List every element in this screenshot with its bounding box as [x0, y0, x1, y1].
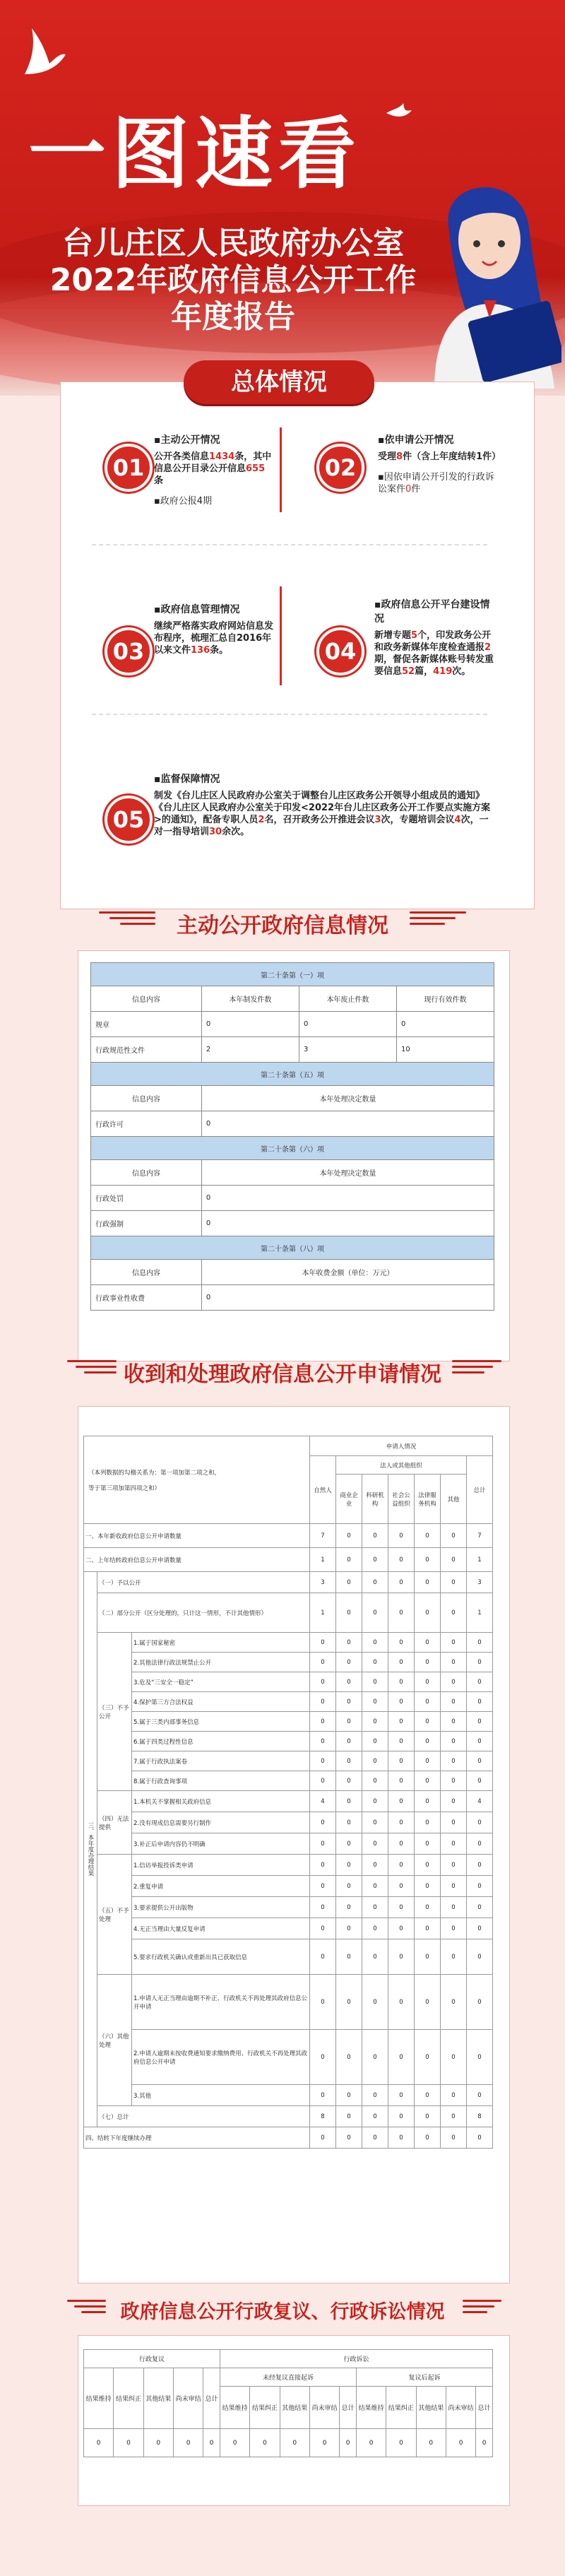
item-title: ▪政府信息公开平台建设情况	[374, 599, 490, 625]
table-row: 4.无正当理由大量反复申请 0 0 0 0 0 0 0	[84, 1918, 493, 1939]
table-row: 2.没有现成信息需要另行制作 0 0 0 0 0 0 0	[84, 1812, 493, 1833]
overview-item-platform	[374, 597, 498, 678]
item-title: ▪监督保障情况	[154, 774, 220, 785]
table-section-header: 第二十条第（六）项	[91, 1137, 494, 1160]
group-label: （五）不予处理	[97, 1855, 132, 1975]
item-number: 04	[316, 627, 364, 675]
section-title: 收到和处理政府信息公开申请情况	[124, 1362, 441, 1387]
col-header: 总计	[203, 2368, 220, 2429]
table-row: 2.重复申请 0 0 0 0 0 0 0	[84, 1876, 493, 1897]
col-header: 信息内容	[91, 986, 202, 1012]
col-header: 信息内容	[91, 1086, 202, 1111]
col-header: 社会公益组织	[388, 1475, 415, 1524]
table-row: 7.属于行政执法案卷 0 0 0 0 0 0 0	[84, 1751, 493, 1771]
table-row: 行政许可 0	[91, 1111, 494, 1137]
table-row: 一、本年新收政府信息公开申请数量 7 0 0 0 0 0 7	[84, 1524, 493, 1548]
item-title: ▪政府信息管理情况	[154, 604, 240, 615]
col-header: 申请人情况	[310, 1436, 493, 1456]
col-header: 商业企业	[336, 1475, 362, 1524]
report-subtitle: 年度报告	[171, 299, 295, 335]
table-row: 8.属于行政查询事项 0 0 0 0 0 0 0	[84, 1771, 493, 1791]
table-row: 0 0 0 0 0 0 0 0 0 0 0 0 0 0 0	[84, 2429, 493, 2457]
group-label: （六）其他处理	[97, 1975, 132, 2106]
col-header: 本年收费金额（单位：万元）	[201, 1260, 494, 1285]
group-label: 三、本年度办理结果	[84, 1572, 97, 2127]
table-row: 2.申请人逾期未按收费通知要求缴纳费用、行政机关不再处理其政府信息公开申请 0 0 0 0 0 0 0	[84, 2030, 493, 2085]
col-header: 自然人	[310, 1456, 336, 1524]
table-row: 2.其他法律行政法规禁止公开 0 0 0 0 0 0 0	[84, 1653, 493, 1672]
item-text: 继续严格落实政府网站信息发布程序，梳理汇总自2016年以来文件136条。	[154, 621, 274, 656]
col-header: 科研机构	[362, 1475, 388, 1524]
item-text: ▪因依申请公开引发的行政诉讼案件0件	[378, 472, 494, 495]
application-handling-table	[83, 1436, 493, 2149]
col-header: 未经复议直接起诉	[220, 2368, 356, 2387]
divider	[280, 427, 282, 512]
col-header: 本年废止件数	[299, 986, 396, 1012]
hero-banner	[0, 0, 565, 396]
col-header: 尚未审结	[173, 2368, 203, 2429]
divider	[92, 714, 487, 715]
col-header: 其他结果	[143, 2368, 173, 2429]
overview-item-apply	[378, 432, 501, 495]
table-row: 3.其他 0 0 0 0 0 0 0	[84, 2085, 493, 2106]
item-number: 03	[105, 627, 153, 675]
col-header: 本年制发件数	[201, 986, 299, 1012]
item-title: ▪依申请公开情况	[378, 435, 454, 446]
item-text: ▪政府公报4期	[154, 496, 213, 507]
col-header: 其他	[441, 1475, 467, 1524]
item-number: 02	[316, 444, 364, 492]
col-header: 总计	[467, 1456, 493, 1524]
col-header: 本年处理决定数量	[201, 1160, 494, 1186]
title-decoration	[463, 2300, 501, 2315]
col-header: 法律服务机构	[415, 1475, 441, 1524]
col-header: 信息内容	[91, 1160, 202, 1186]
main-title: 一图速看	[28, 109, 362, 199]
divider	[92, 544, 487, 545]
item-text: 受理8件（含上年度结转1件）	[378, 451, 501, 462]
table-row: 3.补正后申请内容仍不明确 0 0 0 0 0 0 0	[84, 1833, 493, 1855]
overview-item-supervision	[154, 772, 493, 838]
table-row: 3.要求提供公开出版物 0 0 0 0 0 0 0	[84, 1897, 493, 1918]
col-header: 复议后起诉	[356, 2368, 492, 2387]
section-title: 主动公开政府信息情况	[177, 914, 388, 938]
table-row: 3.危及“三安全一稳定” 0 0 0 0 0 0 0	[84, 1672, 493, 1692]
overview-pill: 总体情况	[184, 360, 374, 404]
table-row: 二、上年结转政府信息公开申请数量 1 0 0 0 0 0 1	[84, 1548, 493, 1572]
table-row: （二）部分公开（区分处理的，只计这一情形，不计其他情形） 1 0 0 0 0 0 1	[84, 1593, 493, 1633]
table-row: 四、结转下年度继续办理 0 0 0 0 0 0 0	[84, 2127, 493, 2149]
item-text: 制发《台儿庄区人民政府办公室关于调整台儿庄区政务公开领导小组成员的通知》《台儿庄区人民政府办公室关于印发<2022年台儿庄区政务公开工作要点实施方案>的通知》，配备专职人员2名，召开政务公开推进会议3次，专题培训会议4次，一对一指导培训30余次。	[154, 791, 491, 837]
group-label: （四）无法提供	[97, 1791, 132, 1855]
item-text: 公开各类信息1434条，其中信息公开目录公开信息655条	[154, 451, 272, 486]
table-row: 行政处罚 0	[91, 1186, 494, 1211]
table-row: （六）其他处理 1.申请人无正当理由逾期不补正、行政机关不再处理其政府信息公开申请 0 0 0 0 0 0 0	[84, 1975, 493, 2030]
table-row: 5.要求行政机关确认或重新出具已获取信息 0 0 0 0 0 0 0	[84, 1939, 493, 1975]
table-row: 三、本年度办理结果 （一）予以公开 3 0 0 0 0 0 3	[84, 1572, 493, 1593]
table-row: 行政强制 0	[91, 1211, 494, 1236]
report-subtitle: 2022年政府信息公开工作	[49, 262, 417, 298]
table-section-header: 第二十条第（五）项	[91, 1063, 494, 1086]
table-row: 5.属于三类内部事务信息 0 0 0 0 0 0 0	[84, 1712, 493, 1732]
table-section-header: 第二十条第（八）项	[91, 1236, 494, 1260]
item-number: 01	[105, 444, 153, 492]
col-header: 现行有效件数	[396, 986, 494, 1012]
table-row: （四）无法提供 1.本机关不掌握相关政府信息 4 0 0 0 0 0 4	[84, 1791, 493, 1812]
table-row: （五）不予处理 1.信访举报投诉类申请 0 0 0 0 0 0 0	[84, 1855, 493, 1876]
item-number: 05	[105, 796, 153, 844]
table-row: （七）总计 8 0 0 0 0 0 8	[84, 2106, 493, 2127]
title-decoration	[452, 1360, 501, 1376]
dove-icon	[18, 25, 67, 81]
table-corner-note: （本列数据的勾稽关系为：第一项加第二项之和， 等于第三项加第四项之和）	[84, 1436, 310, 1524]
col-header: 结果维持	[84, 2368, 114, 2429]
table-row: （三）不予公开 1.属于国家秘密 0 0 0 0 0 0 0	[84, 1633, 493, 1653]
title-decoration	[410, 911, 466, 927]
overview-item-manage	[154, 602, 274, 656]
table-row: 行政事业性收费 0	[91, 1285, 494, 1311]
proactive-disclosure-table	[90, 962, 494, 1311]
item-title: ▪主动公开情况	[154, 435, 220, 446]
overview-item-publish	[154, 432, 274, 507]
item-text: 新增专题5个，印发政务公开和政务新媒体年度检查通报2期，督促各新媒体账号转发重要信息52篇，419次。	[374, 630, 494, 677]
col-header: 信息内容	[91, 1260, 202, 1285]
col-header: 行政复议	[84, 2350, 220, 2368]
col-header: 法人或其他组织	[336, 1456, 467, 1475]
col-header: 结果纠正	[114, 2368, 143, 2429]
table-section-header: 第二十条第（一）项	[91, 963, 494, 986]
table-row: 规章 0 0 0	[91, 1012, 494, 1037]
table-row: 6.属于四类过程性信息 0 0 0 0 0 0 0	[84, 1732, 493, 1751]
table-row: 4.保护第三方合法权益 0 0 0 0 0 0 0	[84, 1692, 493, 1712]
col-header: 行政诉讼	[220, 2350, 492, 2368]
dove-icon	[385, 99, 413, 124]
reader-illustration	[406, 148, 561, 389]
report-subtitle: 台儿庄区人民政府办公室	[62, 225, 404, 261]
section-title: 政府信息公开行政复议、行政诉讼情况	[120, 2301, 445, 2323]
divider	[280, 586, 282, 685]
review-litigation-table: 行政复议 行政诉讼 结果维持 结果纠正 其他结果 尚未审结 总计 未经复议直接起诉 复议后起诉 结果维持 结果纠正 其他结果 尚未审结 总计 结果维持 结果纠正 其他结果 尚未审结 总计 0 0 0 0 0 0 0 0 0 0 0 0 0 0 0	[83, 2349, 493, 2457]
group-label: （三）不予公开	[97, 1633, 132, 1791]
table-row: 行政规范性文件 2 3 10	[91, 1037, 494, 1063]
col-header: 本年处理决定数量	[201, 1086, 494, 1111]
